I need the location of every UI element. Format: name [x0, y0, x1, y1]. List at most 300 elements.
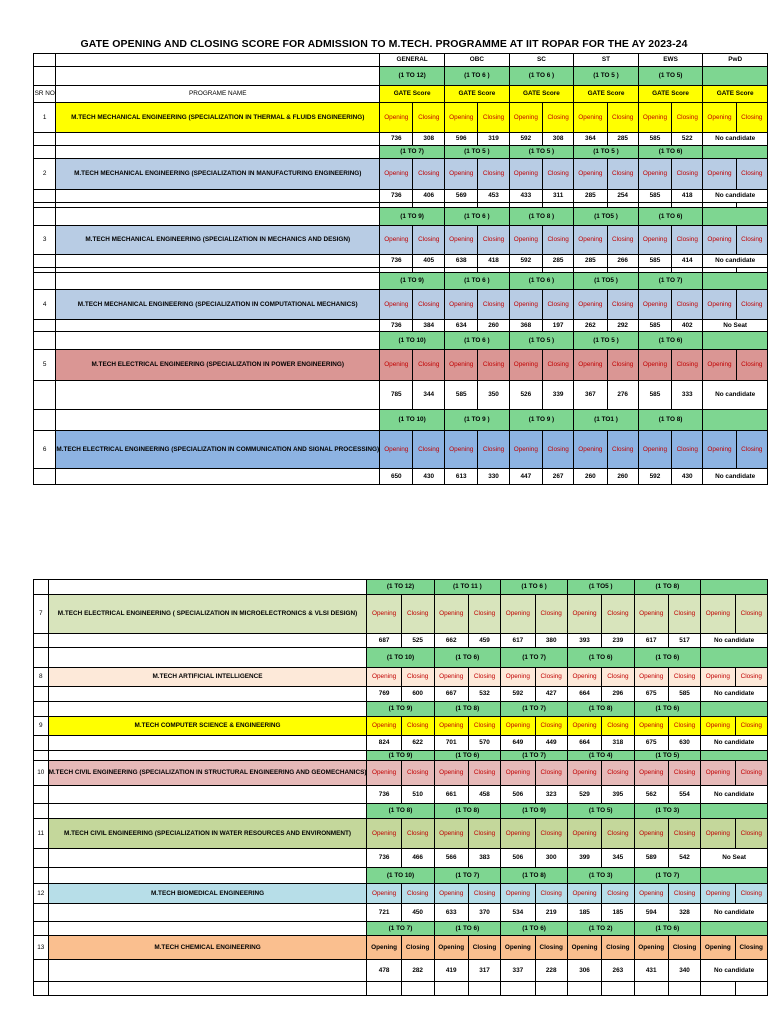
- opening-label: Opening: [434, 668, 468, 687]
- programme-name: M.TECH CIVIL ENGINEERING (SPECIALIZATION IN WATER RESOURCES AND ENVIRONMENT): [48, 819, 367, 849]
- rank-range: (1 TO 6): [501, 922, 568, 936]
- closing-label: Closing: [535, 936, 567, 960]
- sr-no: 1: [34, 103, 56, 133]
- opening-label: Opening: [567, 936, 601, 960]
- closing-label: Closing: [401, 936, 434, 960]
- sr-no: 10: [34, 761, 49, 786]
- score-value: 459: [468, 634, 500, 648]
- pwd-note: No Seat: [701, 849, 768, 868]
- score-value: 350: [478, 381, 509, 410]
- blank-cell: [34, 751, 49, 761]
- opening-label: Opening: [509, 350, 542, 381]
- score-value: 344: [413, 381, 445, 410]
- opening-label: Opening: [434, 595, 468, 634]
- rank-range: (1 TO 6): [634, 922, 701, 936]
- closing-label: Closing: [672, 350, 703, 381]
- score-value: 370: [468, 904, 500, 922]
- opening-label: Opening: [703, 103, 736, 133]
- closing-label: Closing: [542, 103, 573, 133]
- closing-label: Closing: [401, 595, 434, 634]
- blank-cell: [34, 687, 49, 702]
- score-value: 594: [634, 904, 668, 922]
- blank-cell: [48, 982, 367, 996]
- blank-cell: [34, 320, 56, 332]
- closing-label: Closing: [468, 595, 500, 634]
- closing-label: Closing: [602, 819, 634, 849]
- rank-range: (1 TO 6 ): [445, 208, 510, 226]
- score-value: 254: [607, 190, 638, 203]
- rank-range: [703, 273, 768, 290]
- score-value: 380: [535, 634, 567, 648]
- opening-label: Opening: [434, 761, 468, 786]
- blank-cell: [48, 751, 367, 761]
- score-value: 406: [413, 190, 445, 203]
- closing-label: Closing: [401, 884, 434, 904]
- blank-cell: [34, 960, 49, 982]
- closing-label: Closing: [602, 717, 634, 736]
- rank-range: [701, 922, 768, 936]
- rank-range: (1 TO 10): [367, 868, 434, 884]
- opening-label: Opening: [703, 226, 736, 255]
- closing-label: Closing: [672, 159, 703, 190]
- opening-label: Opening: [509, 226, 542, 255]
- score-value: 466: [401, 849, 434, 868]
- blank-cell: [56, 381, 380, 410]
- closing-label: Closing: [602, 936, 634, 960]
- rank-range: (1 TO 11 ): [434, 580, 501, 595]
- score-value: 311: [542, 190, 573, 203]
- blank-cell: [48, 786, 367, 804]
- opening-label: Opening: [501, 717, 535, 736]
- score-value: 383: [468, 849, 500, 868]
- blank-cell: [567, 982, 601, 996]
- pwd-note: No candidate: [701, 687, 768, 702]
- score-value: 345: [602, 849, 634, 868]
- blank-cell: [48, 804, 367, 819]
- closing-label: Closing: [602, 595, 634, 634]
- closing-label: Closing: [736, 431, 767, 469]
- blank-cell: [56, 54, 380, 67]
- score-value: 318: [602, 736, 634, 751]
- score-value: 633: [434, 904, 468, 922]
- rank-range: (1 TO 5 ): [574, 146, 639, 159]
- programme-name: M.TECH COMPUTER SCIENCE & ENGINEERING: [48, 717, 367, 736]
- closing-label: Closing: [401, 761, 434, 786]
- blank-cell: [48, 922, 367, 936]
- score-value: 592: [509, 255, 542, 268]
- rank-range: [703, 332, 768, 350]
- opening-label: Opening: [367, 761, 401, 786]
- score-value: 622: [401, 736, 434, 751]
- rank-range: (1 TO 6 ): [501, 580, 568, 595]
- score-value: 570: [468, 736, 500, 751]
- score-value: 419: [434, 960, 468, 982]
- blank-cell: [34, 736, 49, 751]
- closing-label: Closing: [478, 350, 509, 381]
- blank-cell: [34, 208, 56, 226]
- closing-label: Closing: [736, 226, 767, 255]
- blank-cell: [56, 208, 380, 226]
- rank-range: (1 TO 12): [380, 67, 445, 86]
- opening-label: Opening: [567, 884, 601, 904]
- score-value: 306: [567, 960, 601, 982]
- closing-label: Closing: [668, 761, 700, 786]
- blank-cell: [34, 904, 49, 922]
- closing-label: Closing: [413, 159, 445, 190]
- opening-label: Opening: [634, 717, 668, 736]
- rank-range: (1 TO5 ): [574, 208, 639, 226]
- opening-label: Opening: [634, 936, 668, 960]
- score-value: 384: [413, 320, 445, 332]
- closing-label: Closing: [478, 226, 509, 255]
- opening-label: Opening: [701, 819, 735, 849]
- blank-cell: [501, 982, 535, 996]
- closing-label: Closing: [413, 226, 445, 255]
- gate-score-header: GATE Score: [574, 86, 639, 103]
- score-value: 266: [607, 255, 638, 268]
- score-value: 649: [501, 736, 535, 751]
- score-value: 554: [668, 786, 700, 804]
- rank-range: (1 TO 8): [567, 702, 634, 717]
- blank-cell: [535, 982, 567, 996]
- closing-label: Closing: [607, 226, 638, 255]
- closing-label: Closing: [735, 717, 767, 736]
- blank-cell: [468, 982, 500, 996]
- score-value: 569: [445, 190, 478, 203]
- score-value: 197: [542, 320, 573, 332]
- rank-range: (1 TO 4): [567, 751, 634, 761]
- score-value: 675: [634, 736, 668, 751]
- blank-cell: [34, 190, 56, 203]
- score-value: 478: [367, 960, 401, 982]
- score-value: 617: [634, 634, 668, 648]
- closing-label: Closing: [607, 290, 638, 320]
- score-value: 433: [509, 190, 542, 203]
- score-value: 395: [602, 786, 634, 804]
- opening-label: Opening: [367, 717, 401, 736]
- closing-label: Closing: [607, 350, 638, 381]
- blank-cell: [56, 133, 380, 146]
- rank-range: [703, 67, 768, 86]
- blank-cell: [34, 580, 49, 595]
- blank-cell: [56, 67, 380, 86]
- score-value: 532: [468, 687, 500, 702]
- score-value: 319: [478, 133, 509, 146]
- sr-no: 8: [34, 668, 49, 687]
- opening-label: Opening: [567, 668, 601, 687]
- score-value: 736: [380, 320, 413, 332]
- opening-label: Opening: [638, 103, 671, 133]
- score-value: 634: [445, 320, 478, 332]
- closing-label: Closing: [535, 819, 567, 849]
- blank-cell: [48, 634, 367, 648]
- rank-range: (1 TO 8): [638, 410, 703, 431]
- pwd-note: No candidate: [703, 133, 768, 146]
- opening-label: Opening: [445, 431, 478, 469]
- opening-label: Opening: [367, 884, 401, 904]
- score-value: 785: [380, 381, 413, 410]
- score-table-1: [33, 53, 768, 485]
- score-value: 617: [501, 634, 535, 648]
- score-value: 282: [401, 960, 434, 982]
- blank-cell: [668, 982, 700, 996]
- gate-score-header: GATE Score: [509, 86, 574, 103]
- blank-cell: [602, 982, 634, 996]
- score-value: 736: [367, 786, 401, 804]
- programme-name: M.TECH CHEMICAL ENGINEERING: [48, 936, 367, 960]
- rank-range: (1 TO 8): [501, 868, 568, 884]
- score-value: 262: [574, 320, 607, 332]
- category-header: PwD: [703, 54, 768, 67]
- rank-range: (1 TO 9): [367, 702, 434, 717]
- closing-label: Closing: [607, 159, 638, 190]
- rank-range: (1 TO 5 ): [509, 146, 574, 159]
- closing-label: Closing: [602, 761, 634, 786]
- score-value: 650: [380, 469, 413, 485]
- blank-cell: [56, 469, 380, 485]
- rank-range: (1 TO 8): [434, 702, 501, 717]
- rank-range: [701, 804, 768, 819]
- rank-range: (1 TO 6 ): [445, 332, 510, 350]
- sr-no: 7: [34, 595, 49, 634]
- opening-label: Opening: [701, 717, 735, 736]
- pwd-note: No candidate: [703, 190, 768, 203]
- closing-label: Closing: [468, 819, 500, 849]
- score-value: 393: [567, 634, 601, 648]
- closing-label: Closing: [735, 761, 767, 786]
- rank-range: (1 TO 7): [634, 868, 701, 884]
- rank-range: (1 TO 5): [634, 751, 701, 761]
- pwd-note: No candidate: [701, 904, 768, 922]
- rank-range: (1 TO 9 ): [445, 410, 510, 431]
- score-value: 534: [501, 904, 535, 922]
- score-value: 239: [602, 634, 634, 648]
- category-header: GENERAL: [380, 54, 445, 67]
- blank-cell: [735, 982, 767, 996]
- blank-cell: [56, 320, 380, 332]
- blank-cell: [34, 54, 56, 67]
- rank-range: (1 TO 3): [567, 868, 634, 884]
- score-value: 328: [668, 904, 700, 922]
- blank-cell: [48, 904, 367, 922]
- sr-no: 2: [34, 159, 56, 190]
- opening-label: Opening: [445, 290, 478, 320]
- score-value: 399: [567, 849, 601, 868]
- blank-cell: [34, 648, 49, 668]
- score-value: 285: [607, 133, 638, 146]
- blank-cell: [56, 273, 380, 290]
- blank-cell: [48, 960, 367, 982]
- closing-label: Closing: [668, 595, 700, 634]
- opening-label: Opening: [445, 103, 478, 133]
- opening-label: Opening: [445, 350, 478, 381]
- blank-cell: [434, 982, 468, 996]
- closing-label: Closing: [468, 884, 500, 904]
- closing-label: Closing: [607, 103, 638, 133]
- opening-label: Opening: [638, 290, 671, 320]
- score-value: 589: [634, 849, 668, 868]
- blank-cell: [56, 332, 380, 350]
- rank-range: (1 TO 8): [434, 804, 501, 819]
- score-value: 427: [535, 687, 567, 702]
- programme-name: M.TECH ARTIFICIAL INTELLIGENCE: [48, 668, 367, 687]
- blank-cell: [34, 868, 49, 884]
- closing-label: Closing: [736, 103, 767, 133]
- score-value: 263: [602, 960, 634, 982]
- opening-label: Opening: [445, 226, 478, 255]
- score-value: 592: [638, 469, 671, 485]
- score-value: 285: [574, 190, 607, 203]
- rank-range: [701, 868, 768, 884]
- score-value: 430: [672, 469, 703, 485]
- rank-range: (1 TO5 ): [567, 580, 634, 595]
- opening-label: Opening: [701, 668, 735, 687]
- rank-range: (1 TO 6): [567, 648, 634, 668]
- score-value: 667: [434, 687, 468, 702]
- blank-cell: [34, 273, 56, 290]
- pwd-note: No candidate: [701, 786, 768, 804]
- score-value: 418: [478, 255, 509, 268]
- closing-label: Closing: [668, 884, 700, 904]
- opening-label: Opening: [434, 717, 468, 736]
- score-value: 592: [509, 133, 542, 146]
- score-value: 585: [638, 320, 671, 332]
- programme-name: M.TECH MECHANICAL ENGINEERING (SPECIALIZATION IN THERMAL & FLUIDS ENGINEERING): [56, 103, 380, 133]
- score-value: 661: [434, 786, 468, 804]
- closing-label: Closing: [602, 884, 634, 904]
- opening-label: Opening: [434, 819, 468, 849]
- score-value: 585: [638, 190, 671, 203]
- score-value: 453: [478, 190, 509, 203]
- blank-cell: [401, 982, 434, 996]
- score-value: 402: [672, 320, 703, 332]
- closing-label: Closing: [668, 936, 700, 960]
- score-value: 285: [574, 255, 607, 268]
- opening-label: Opening: [380, 226, 413, 255]
- closing-label: Closing: [668, 717, 700, 736]
- score-value: 368: [509, 320, 542, 332]
- blank-cell: [56, 410, 380, 431]
- opening-label: Opening: [509, 290, 542, 320]
- blank-cell: [48, 580, 367, 595]
- score-value: 367: [574, 381, 607, 410]
- blank-cell: [56, 190, 380, 203]
- closing-label: Closing: [468, 936, 500, 960]
- pwd-note: No Seat: [703, 320, 768, 332]
- blank-cell: [34, 146, 56, 159]
- rank-range: (1 TO 9 ): [509, 410, 574, 431]
- opening-label: Opening: [634, 595, 668, 634]
- blank-cell: [48, 849, 367, 868]
- opening-label: Opening: [434, 884, 468, 904]
- score-value: 308: [413, 133, 445, 146]
- closing-label: Closing: [535, 884, 567, 904]
- score-value: 824: [367, 736, 401, 751]
- rank-range: (1 TO 6 ): [509, 273, 574, 290]
- rank-range: (1 TO 2): [567, 922, 634, 936]
- rank-range: (1 TO 6): [434, 922, 501, 936]
- score-value: 418: [672, 190, 703, 203]
- rank-range: (1 TO 6): [638, 332, 703, 350]
- closing-label: Closing: [668, 668, 700, 687]
- category-header: EWS: [638, 54, 703, 67]
- rank-range: (1 TO 7): [638, 273, 703, 290]
- closing-label: Closing: [535, 717, 567, 736]
- rank-range: (1 TO 5 ): [445, 146, 510, 159]
- score-value: 613: [445, 469, 478, 485]
- blank-cell: [34, 410, 56, 431]
- score-value: 529: [567, 786, 601, 804]
- opening-label: Opening: [634, 884, 668, 904]
- opening-label: Opening: [638, 431, 671, 469]
- opening-label: Opening: [380, 350, 413, 381]
- opening-label: Opening: [367, 595, 401, 634]
- opening-label: Opening: [567, 595, 601, 634]
- blank-cell: [48, 687, 367, 702]
- closing-label: Closing: [668, 819, 700, 849]
- opening-label: Opening: [703, 159, 736, 190]
- closing-label: Closing: [672, 103, 703, 133]
- rank-range: (1 TO 5): [567, 804, 634, 819]
- blank-cell: [34, 982, 49, 996]
- sr-no: 12: [34, 884, 49, 904]
- closing-label: Closing: [735, 819, 767, 849]
- closing-label: Closing: [542, 290, 573, 320]
- opening-label: Opening: [574, 226, 607, 255]
- closing-label: Closing: [478, 103, 509, 133]
- closing-label: Closing: [413, 350, 445, 381]
- sr-no: 11: [34, 819, 49, 849]
- opening-label: Opening: [574, 431, 607, 469]
- rank-range: [703, 146, 768, 159]
- score-value: 585: [445, 381, 478, 410]
- opening-label: Opening: [634, 668, 668, 687]
- opening-label: Opening: [367, 668, 401, 687]
- rank-range: (1 TO 7): [501, 648, 568, 668]
- rank-range: (1 TO 9): [501, 804, 568, 819]
- opening-label: Opening: [380, 290, 413, 320]
- closing-label: Closing: [736, 159, 767, 190]
- score-value: 585: [638, 381, 671, 410]
- opening-label: Opening: [380, 159, 413, 190]
- gate-score-header: GATE Score: [380, 86, 445, 103]
- score-value: 600: [401, 687, 434, 702]
- rank-range: (1 TO 5): [638, 67, 703, 86]
- rank-range: (1 TO1 ): [574, 410, 639, 431]
- pwd-note: No candidate: [701, 736, 768, 751]
- closing-label: Closing: [542, 159, 573, 190]
- sr-no: 13: [34, 936, 49, 960]
- rank-range: [701, 580, 768, 595]
- opening-label: Opening: [367, 819, 401, 849]
- closing-label: Closing: [401, 668, 434, 687]
- closing-label: Closing: [542, 431, 573, 469]
- score-value: 431: [634, 960, 668, 982]
- rank-range: (1 TO 8): [367, 804, 434, 819]
- score-value: 364: [574, 133, 607, 146]
- opening-label: Opening: [567, 717, 601, 736]
- gate-score-header: GATE Score: [703, 86, 768, 103]
- rank-range: [701, 751, 768, 761]
- opening-label: Opening: [638, 159, 671, 190]
- opening-label: Opening: [574, 350, 607, 381]
- score-value: 592: [501, 687, 535, 702]
- rank-range: (1 TO 5 ): [574, 67, 639, 86]
- blank-cell: [34, 332, 56, 350]
- category-header: OBC: [445, 54, 510, 67]
- score-table-2: [33, 579, 768, 996]
- rank-range: (1 TO 8 ): [509, 208, 574, 226]
